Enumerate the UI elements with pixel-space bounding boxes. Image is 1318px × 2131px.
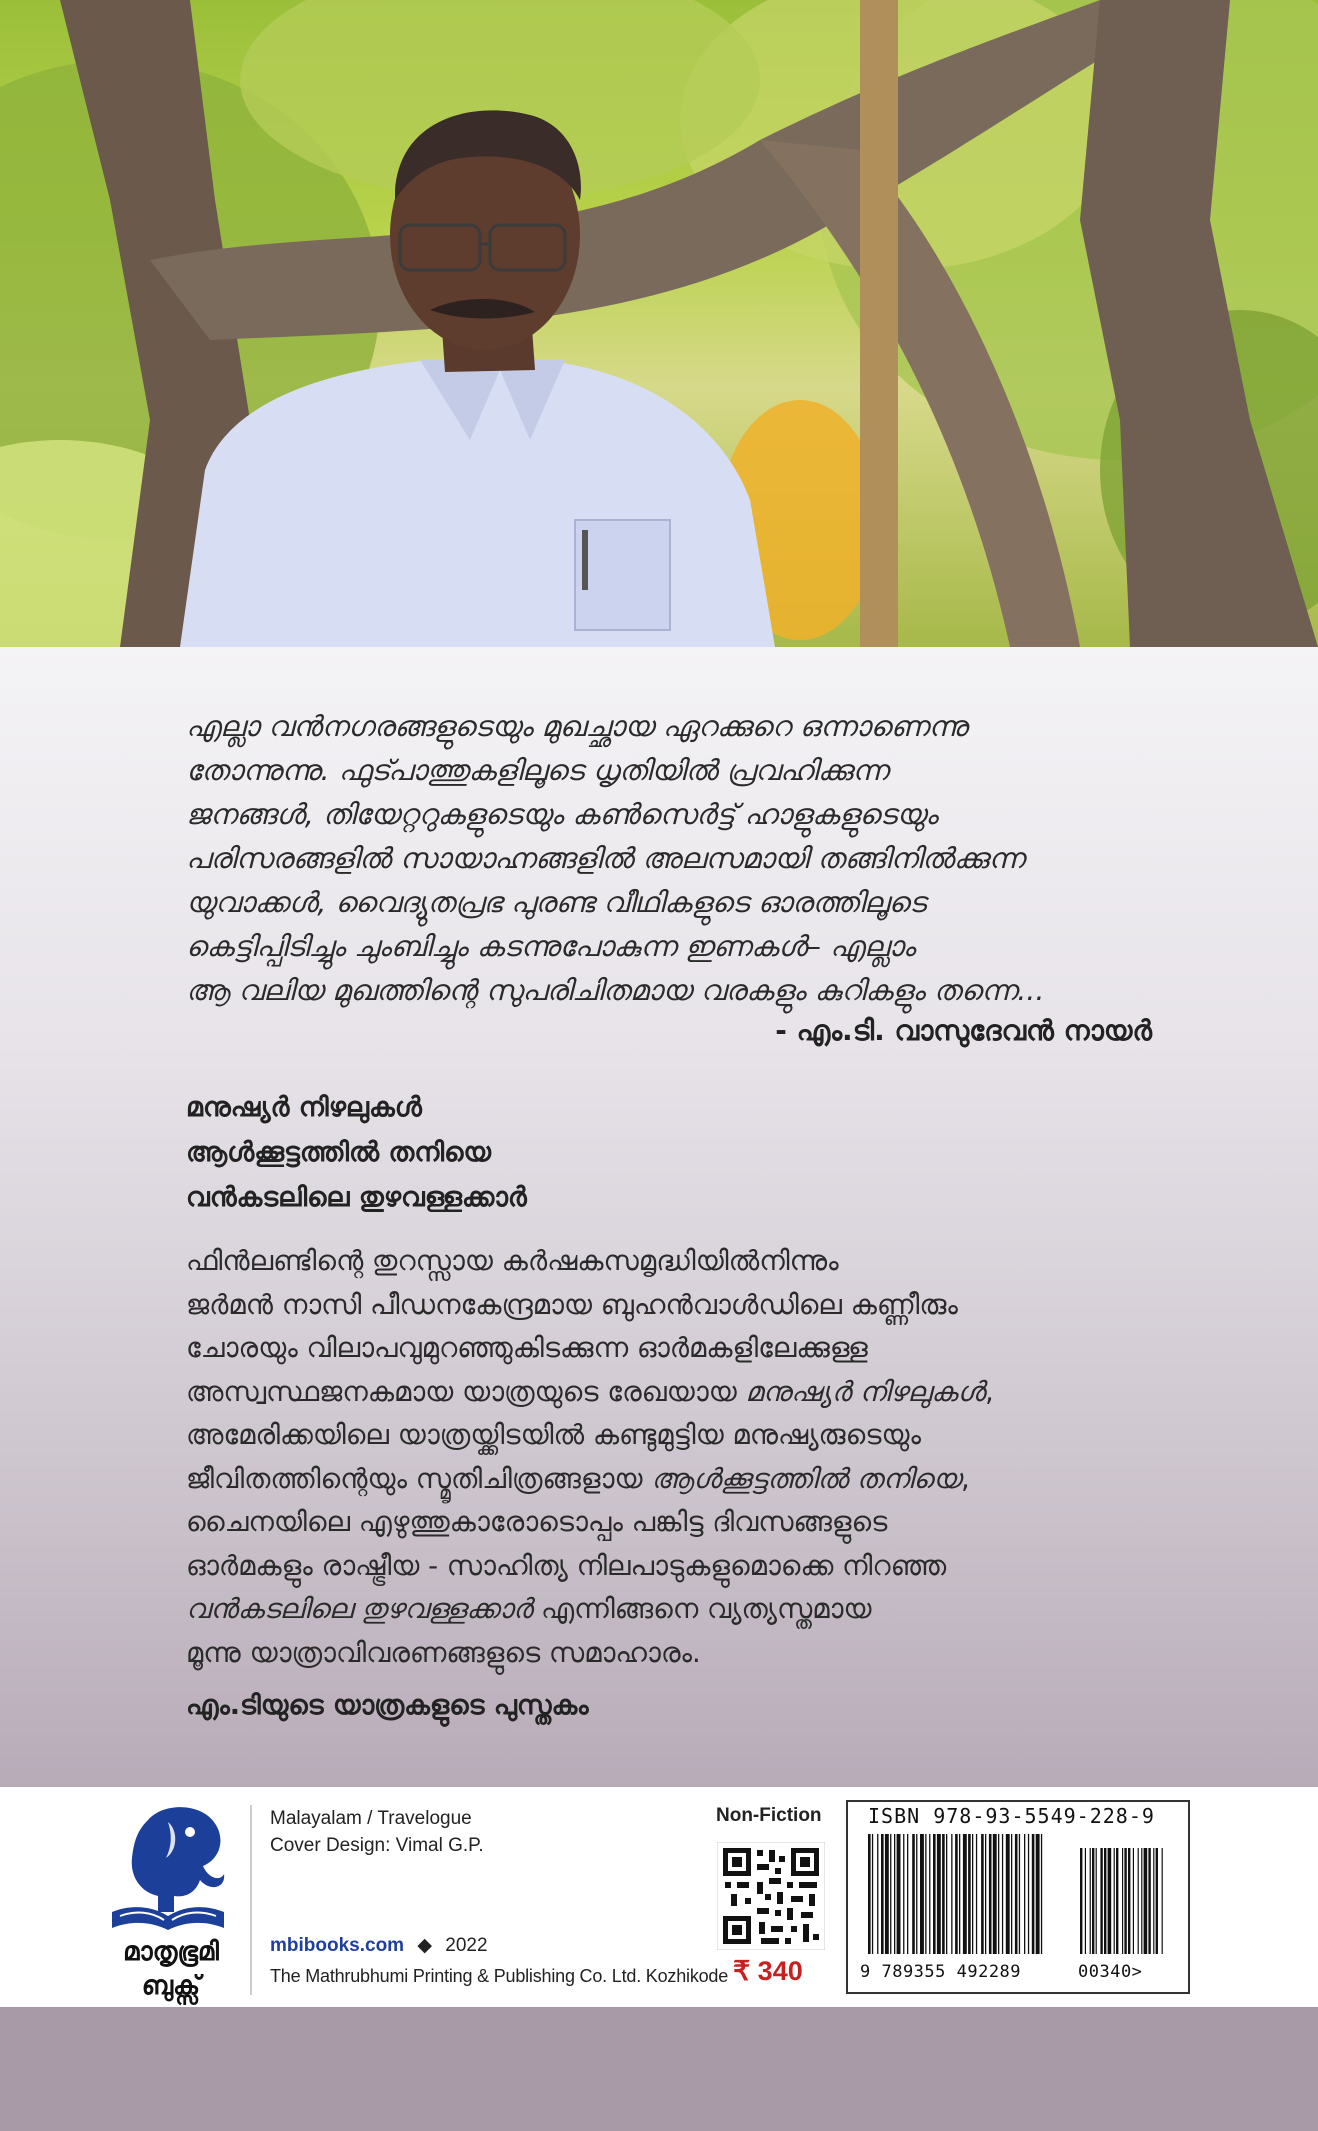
divider [250, 1805, 252, 1995]
isbn-label: ISBN 978-93-5549-228-9 [868, 1804, 1155, 1828]
description-line: ചൈനയിലെ എഴുത്തുകാരോടൊപ്പം പങ്കിട്ട ദിവസങ്ങളുടെ [186, 1506, 888, 1538]
qr-code-icon[interactable] [717, 1842, 825, 1950]
tagline: എം.ടിയുടെ യാത്രകളുടെ പുസ്തകം [186, 1690, 589, 1721]
author-photo [0, 0, 1318, 647]
elephant-logo-icon [108, 1800, 228, 1932]
description-text: എന്നിങ്ങനെ വ്യത്യസ്തമായ [532, 1593, 872, 1625]
description-text: അസ്വസ്ഥജനകമായ യാത്രയുടെ രേഖയായ [186, 1375, 746, 1408]
website-year [270, 1934, 488, 1957]
quote-line: കെട്ടിപ്പിടിച്ചും ചുംബിച്ചും കടന്നുപോകുന്ന ഇണകൾ– എല്ലാം [186, 930, 916, 963]
book-title: വൻകടലിലെ തുഴവള്ളക്കാർ [186, 1182, 527, 1213]
publication-year: 2022 [445, 1935, 488, 1956]
description-text: , [984, 1375, 994, 1408]
author-quote [186, 705, 1166, 1013]
quote-line: യുവാക്കൾ, വൈദ്യുതപ്രഭ പുരണ്ട വീഥികളുടെ ഓരത്തിലൂടെ [186, 886, 926, 919]
cover-design-credit: Cover Design: Vimal G.P. [270, 1835, 484, 1856]
book-title: മനുഷ്യർ നിഴലുകൾ [186, 1092, 422, 1123]
category-label: Malayalam / Travelogue [270, 1808, 472, 1829]
description-title-italic: വൻകടലിലെ തുഴവള്ളക്കാർ [186, 1593, 533, 1625]
diamond-separator-icon: ◆ [417, 1935, 432, 1956]
quote-line: പരിസരങ്ങളിൽ സായാഹ്നങ്ങളിൽ അലസമായി തങ്ങിനിൽക്കുന്ന [186, 842, 1025, 875]
description-line: അമേരിക്കയിലെ യാത്രയ്ക്കിടയിൽ കണ്ടുമുട്ടിയ മനുഷ്യരുടെയും [186, 1419, 922, 1451]
genre-label: Non-Fiction [716, 1805, 822, 1826]
publication-info [270, 1805, 484, 1859]
description-title-italic: മനുഷ്യർ നിഴലുകൾ [745, 1375, 985, 1408]
publisher-imprint: The Mathrubhumi Printing & Publishing Co. Ltd. Kozhikode [270, 1966, 729, 1986]
bottom-band [0, 2007, 1318, 2131]
description-line: ഓർമകളും രാഷ്ട്രീയ - സാഹിത്യ നിലപാടുകളുമൊക്കെ നിറഞ്ഞ [186, 1549, 947, 1582]
barcode-icon [868, 1834, 1168, 1960]
book-title: ആൾക്കൂട്ടത്തിൽ തനിയെ [186, 1137, 491, 1168]
quote-line: ജനങ്ങൾ, തിയേറ്ററുകളുടെയും കൺസെർട്ട് ഹാളുകളുടെയും [186, 798, 938, 831]
description-line: ഫിൻലണ്ടിന്റെ തുറസ്സായ കർഷകസമൃദ്ധിയിൽനിന്നും [186, 1245, 839, 1277]
logo-line: മാതൃഭൂമി [123, 1937, 219, 1967]
website-link[interactable]: mbibooks.com [270, 1935, 405, 1956]
price-label: ₹ 340 [733, 1956, 803, 1986]
description-text: , [961, 1462, 970, 1495]
book-titles-list [186, 1085, 527, 1220]
description-line [186, 1588, 1146, 1632]
barcode-addon-digits: 00340> [1078, 1962, 1143, 1982]
book-description [186, 1240, 1146, 1675]
description-line: മൂന്നു യാത്രാവിവരണങ്ങളുടെ സമാഹാരം. [186, 1636, 701, 1669]
quote-line: തോന്നുന്നു. ഫുട്പാത്തുകളിലൂടെ ധൃതിയിൽ പ്രവഹിക്കുന്ന [186, 754, 889, 787]
quote-author: - എം.ടി. വാസുദേവൻ നായർ [775, 1014, 1152, 1047]
description-line: ജർമൻ നാസി പീഡനകേന്ദ്രമായ ബുഹൻവാൾഡിലെ കണ്ണീരും [186, 1288, 958, 1321]
logo-line: ബുക്സ് [141, 1971, 201, 2001]
barcode-digits: 9 789355 492289 [860, 1962, 1022, 1982]
quote-line: ആ വലിയ മുഖത്തിന്റെ സുപരിചിതമായ വരകളും കുറികളും തന്നെ... [186, 974, 1045, 1007]
publisher-logo-text [106, 1935, 236, 2003]
description-text: ജീവിതത്തിന്റെയും സ്മൃതിചിത്രങ്ങളായ [186, 1462, 652, 1495]
quote-line: എല്ലാ വൻനഗരങ്ങളുടെയും മുഖച്ഛായ ഏറക്കുറെ ഒന്നാണെന്നു [186, 710, 968, 743]
description-line: ചോരയും വിലാപവുമുറഞ്ഞുകിടക്കുന്ന ഓർമകളിലേക്കുള്ള [186, 1332, 868, 1364]
description-title-italic: ആൾക്കൂട്ടത്തിൽ തനിയെ [651, 1462, 962, 1495]
description-line [186, 1458, 1146, 1502]
description-line [186, 1371, 1146, 1415]
